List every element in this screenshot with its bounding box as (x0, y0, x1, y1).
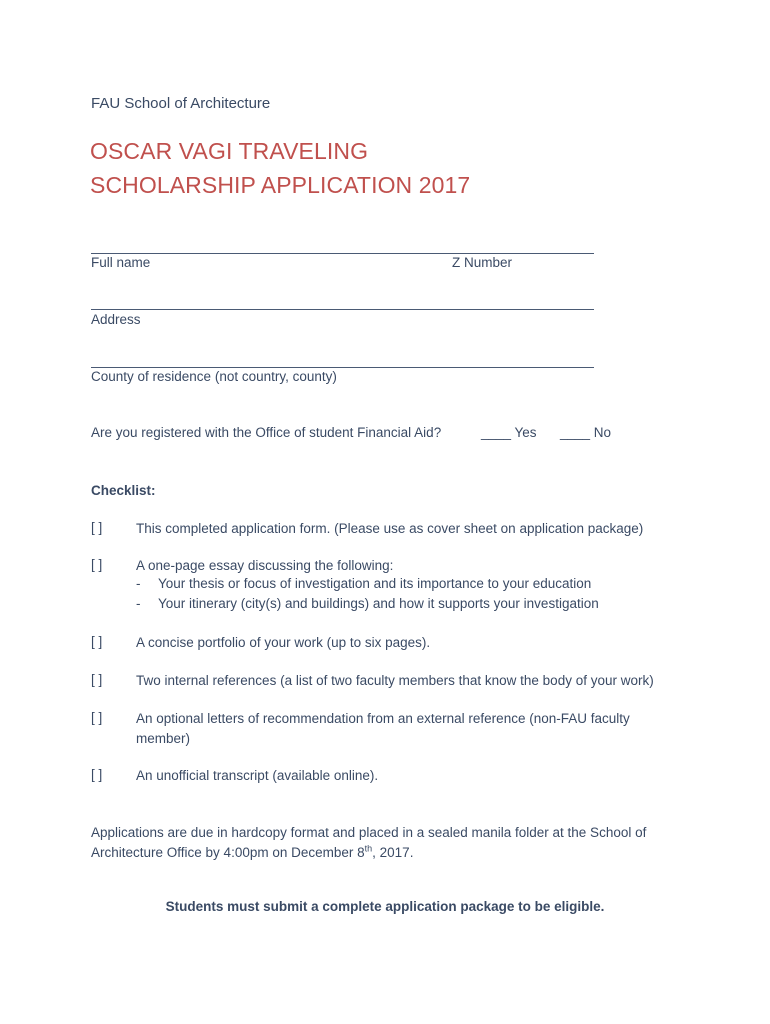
bullet-dash: - (136, 596, 141, 611)
checklist-heading: Checklist: (91, 483, 156, 498)
address-line[interactable] (91, 309, 594, 310)
county-line[interactable] (91, 367, 594, 368)
address-label: Address (91, 312, 141, 327)
essay-subitem-thesis (136, 576, 591, 591)
financial-aid-question: Are you registered with the Office of student Financial Aid? (91, 425, 442, 440)
checklist-checkbox-2[interactable]: [ ] (91, 557, 103, 572)
deadline-line-1: Applications are due in hardcopy format and placed in a sealed manila folder at the School of (91, 825, 647, 840)
eligibility-notice: Students must submit a complete application package to be eligible. (165, 899, 605, 914)
essay-subitem-thesis-text: Your thesis or focus of investigation and its importance to your education (158, 576, 592, 591)
checklist-checkbox-5[interactable]: [ ] (91, 710, 103, 725)
checklist-item-transcript: An unofficial transcript (available online). (136, 768, 379, 783)
county-label: County of residence (not country, county) (91, 369, 337, 384)
z-number-label: Z Number (452, 255, 513, 270)
checklist-item-application-form: This completed application form. (Please use as cover sheet on application package) (136, 521, 644, 536)
bullet-dash: - (136, 576, 141, 591)
checklist-checkbox-3[interactable]: [ ] (91, 634, 103, 649)
deadline-paragraph (91, 823, 681, 863)
checklist-item-internal-references: Two internal references (a list of two faculty members that know the body of your work) (136, 673, 654, 688)
full-name-line[interactable] (91, 253, 594, 254)
deadline-date-text: Architecture Office by 4:00pm on December 8 (91, 845, 365, 860)
full-name-label: Full name (91, 255, 151, 270)
financial-aid-no-option[interactable]: ____ No (560, 425, 612, 440)
form-title-line-2: SCHOLARSHIP APPLICATION 2017 (90, 172, 471, 198)
essay-subitem-itinerary-text: Your itinerary (city(s) and buildings) and how it supports your investigation (158, 596, 599, 611)
school-name: FAU School of Architecture (91, 95, 271, 112)
form-title-line-1: OSCAR VAGI TRAVELING (90, 138, 369, 164)
checklist-item-portfolio: A concise portfolio of your work (up to six pages). (136, 635, 431, 650)
deadline-year-text: , 2017. (372, 845, 414, 860)
deadline-line-2 (91, 843, 681, 863)
checklist-item-recommendation-line-1: An optional letters of recommendation from an external reference (non-FAU faculty (136, 711, 630, 726)
checklist-checkbox-1[interactable]: [ ] (91, 520, 103, 535)
checklist-checkbox-4[interactable]: [ ] (91, 672, 103, 687)
checklist-checkbox-6[interactable]: [ ] (91, 767, 103, 782)
checklist-item-recommendation-line-2: member) (136, 731, 191, 746)
deadline-date-suffix: th (364, 843, 373, 854)
checklist-item-essay: A one-page essay discussing the following: (136, 558, 394, 573)
essay-subitem-itinerary (136, 596, 599, 611)
financial-aid-yes-option[interactable]: ____ Yes (481, 425, 537, 440)
